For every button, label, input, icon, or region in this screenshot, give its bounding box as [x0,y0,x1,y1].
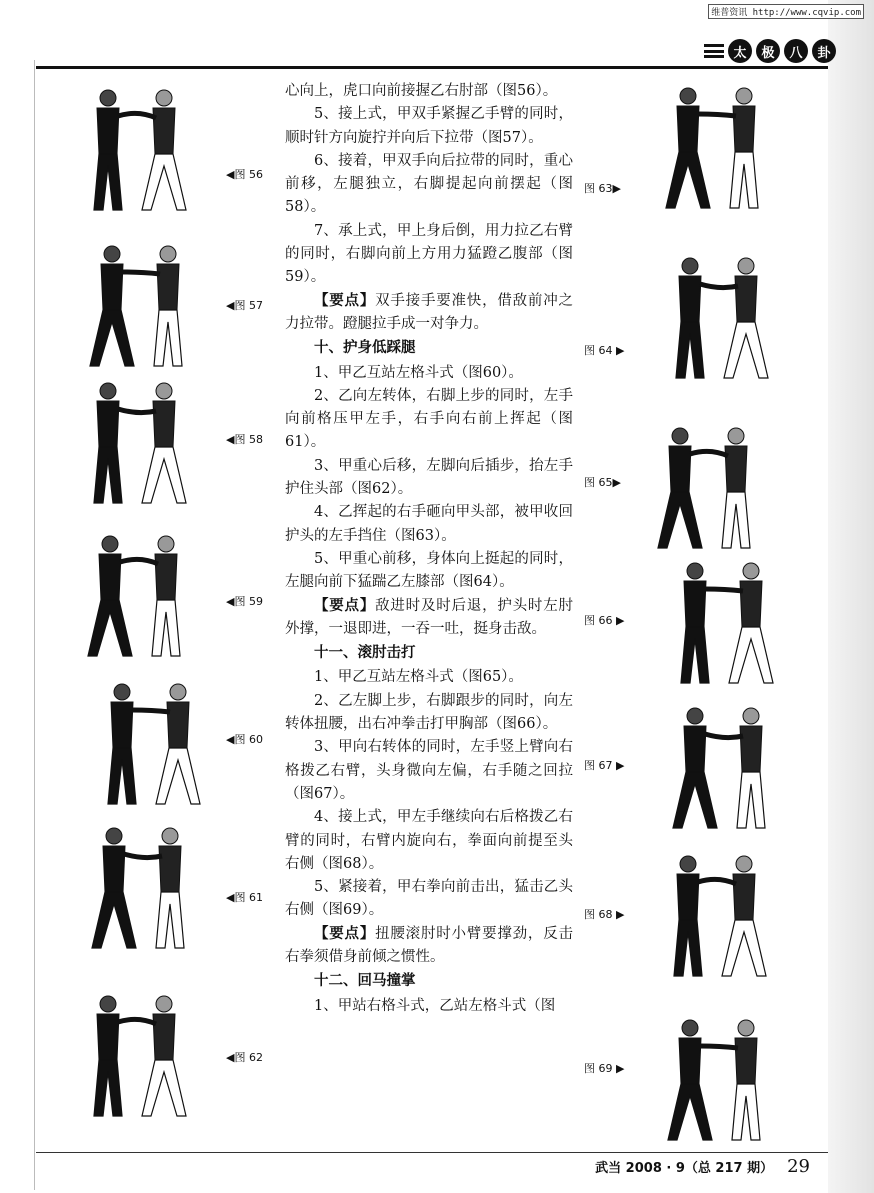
figure-caption: 图 63▶ [584,182,621,195]
person-legs [666,152,710,208]
person-torso [157,264,179,310]
arm-contact [698,114,736,116]
person-torso [97,401,119,447]
figure-illustration [82,676,222,811]
figure-caption: 图 65▶ [584,476,621,489]
paragraph: 7、承上式，甲上身后倒，用力拉乙右臂的同时，右脚向前上方用力猛蹬乙腹部（图59）。 [285,222,573,286]
footer-rule [36,1152,828,1153]
person-torso [669,446,691,492]
figure-illustration [650,250,790,385]
paragraph: 1、甲乙互站左格斗式（图65）。 [314,669,523,686]
person-torso [97,1014,119,1060]
key-point-text: 扭腰滚肘时小臂要撑劲，反击右拳须借身前倾之惯性。 [285,925,573,965]
logo-char: 极 [756,39,780,63]
person-head [106,828,122,844]
person-head [687,563,703,579]
figure-photo-66 [655,555,795,690]
person-torso [735,276,757,322]
figure-caption: ◀图 60 [226,733,263,746]
page-footer [595,1156,810,1177]
person-head [682,258,698,274]
person-legs [142,447,186,503]
person-legs [154,310,182,366]
figure-caption: 图 68 ▶ [584,908,625,921]
figure-caption: ◀图 58 [226,433,263,446]
person-torso [153,1014,175,1060]
figure-illustration [68,988,208,1123]
key-point-label: 【要点】 [314,925,376,942]
person-torso [167,702,189,748]
person-torso [111,702,133,748]
arm-contact [118,409,156,413]
person-head [743,708,759,724]
person-legs [722,920,766,976]
figure-caption: 图 67 ▶ [584,759,625,772]
person-torso [101,264,123,310]
figure-illustration [70,528,210,663]
person-legs [94,154,122,210]
key-point [285,923,573,970]
person-legs [152,600,180,656]
key-point [285,290,573,337]
person-torso [153,108,175,154]
person-head [736,88,752,104]
person-head [104,246,120,262]
figure-photo-61 [74,820,214,955]
person-head [100,90,116,106]
figure-caption: ◀图 57 [226,299,263,312]
person-legs [108,748,136,804]
arm-contact [705,734,743,738]
figure-photo-60 [82,676,222,811]
person-legs [674,920,702,976]
person-head [680,88,696,104]
key-point-text: 敌进时及时后退，护头时左肘外撑，一退即进，一吞一吐，挺身击敌。 [285,597,573,637]
person-torso [677,106,699,152]
arm-contact [124,854,162,858]
figure-caption: ◀图 62 [226,1051,263,1064]
arm-contact [120,559,158,564]
person-legs [90,310,134,366]
person-torso [740,581,762,627]
person-torso [679,276,701,322]
key-point [285,595,573,642]
figure-illustration [68,82,208,217]
person-torso [733,874,755,920]
person-head [156,90,172,106]
person-head [156,996,172,1012]
paragraph: 5、紧接着，甲右拳向前击出，猛击乙头右侧（图69）。 [285,879,573,919]
person-legs [92,892,136,948]
figure-photo-58 [68,375,208,510]
figure-caption: ◀图 59 [226,595,263,608]
figure-illustration [640,420,780,555]
key-point-label: 【要点】 [314,292,376,309]
person-torso [733,106,755,152]
person-head [100,383,116,399]
logo-bars-icon [704,44,724,58]
figure-photo-57 [72,238,212,373]
person-legs [142,1060,186,1116]
person-head [672,428,688,444]
paragraph: 5、甲重心前移，身体向上挺起的同时，左腿向前下猛踹乙左膝部（图64）。 [285,550,573,591]
person-torso [684,726,706,772]
paragraph: 2、乙向左转体，右脚上步的同时，左手向前格压甲左手，右手向右前上挥起（图61）。 [285,387,573,451]
person-torso [735,1038,757,1084]
figure-illustration [655,700,795,835]
person-head [680,856,696,872]
paragraph: 3、甲向右转体的同时，左手竖上臂向右格拨乙右臂，头身微向左偏，右手随之回拉（图67）。 [285,739,573,802]
person-torso [679,1038,701,1084]
figure-photo-67 [655,700,795,835]
person-head [738,258,754,274]
figure-illustration [650,1012,790,1147]
figure-photo-56 [68,82,208,217]
person-torso [740,726,762,772]
person-torso [159,846,181,892]
person-legs [156,748,200,804]
arm-contact [118,1019,156,1024]
left-margin-rule [34,60,35,1190]
figure-illustration [68,375,208,510]
person-torso [677,874,699,920]
person-legs [668,1084,712,1140]
section-heading: 十、护身低踩腿 [314,340,416,357]
arm-contact [700,1046,738,1048]
person-head [158,536,174,552]
person-legs [658,492,702,548]
page-edge-shadow [828,0,874,1193]
person-legs [737,772,765,828]
person-legs [732,1084,760,1140]
person-torso [153,401,175,447]
person-head [100,996,116,1012]
person-legs [142,154,186,210]
paragraph: 心向上，虎口向前接握乙右肘部（图56）。 [285,83,558,99]
figure-illustration [655,555,795,690]
person-head [162,828,178,844]
paragraph: 2、乙左脚上步，右脚跟步的同时，向左转体扭腰，出右冲拳击打甲胸部（图66）。 [285,692,573,733]
arm-contact [122,272,160,274]
logo-char: 太 [728,39,752,63]
figure-illustration [648,80,788,215]
section-heading: 十二、回马撞掌 [314,973,416,990]
person-head [736,856,752,872]
figure-photo-63 [648,80,788,215]
arm-contact [698,879,736,884]
person-legs [673,772,717,828]
figure-photo-59 [70,528,210,663]
arm-contact [118,113,156,118]
header-rule [36,66,828,69]
figure-illustration [648,848,788,983]
person-legs [729,627,773,683]
person-head [743,563,759,579]
person-legs [722,492,750,548]
person-torso [103,846,125,892]
article-text [285,80,573,1018]
figure-caption: ◀图 56 [226,168,263,181]
figure-caption: 图 66 ▶ [584,614,625,627]
person-legs [94,447,122,503]
person-torso [684,581,706,627]
person-head [160,246,176,262]
person-legs [681,627,709,683]
figure-illustration [72,238,212,373]
person-legs [94,1060,122,1116]
paragraph: 1、甲站右格斗式，乙站左格斗式（图 [314,997,556,1014]
figure-photo-64 [650,250,790,385]
figure-photo-68 [648,848,788,983]
person-head [682,1020,698,1036]
journal-issue: 武当 2008 · 9（总 217 期） [595,1161,774,1176]
figure-illustration [74,820,214,955]
figure-caption: 图 69 ▶ [584,1062,625,1075]
person-head [156,383,172,399]
arm-contact [705,589,743,591]
paragraph: 4、接上式，甲左手继续向右后格拨乙右臂的同时，右臂内旋向右，拳面向前提至头右侧（图68）。 [285,809,573,872]
person-head [170,684,186,700]
person-head [728,428,744,444]
figure-caption: ◀图 61 [226,891,263,904]
paragraph: 4、乙挥起的右手砸向甲头部，被甲收回护头的左手挡住（图63）。 [285,504,573,544]
person-torso [725,446,747,492]
paragraph: 3、甲重心后移，左脚向后插步，抬左手护住头部（图62）。 [285,457,573,498]
figure-photo-62 [68,988,208,1123]
paragraph: 6、接着，甲双手向后拉带的同时，重心前移，左腿独立，右脚提起向前摆起（图58）。 [285,152,573,216]
person-torso [99,554,121,600]
figure-caption: 图 64 ▶ [584,344,625,357]
person-legs [724,322,768,378]
person-legs [676,322,704,378]
paragraph: 5、接上式，甲双手紧握乙手臂的同时，顺时针方向旋拧并向后下拉带（图57）。 [285,106,573,146]
key-point-text: 双手接手要准快，借敌前冲之力拉带。蹬腿拉手成一对争力。 [285,292,573,332]
watermark: 维普资讯 http://www.cqvip.com [708,4,864,19]
person-legs [156,892,184,948]
arm-contact [690,451,728,456]
person-torso [97,108,119,154]
page-number: 29 [787,1156,810,1177]
section-heading: 十一、滚肘击打 [314,645,416,662]
figure-photo-65 [640,420,780,555]
logo-char: 八 [784,39,808,63]
arm-contact [700,284,738,288]
header-logo [704,38,836,64]
person-head [738,1020,754,1036]
person-torso [155,554,177,600]
person-head [102,536,118,552]
paragraph: 1、甲乙互站左格斗式（图60）。 [314,364,523,381]
person-legs [730,152,758,208]
arm-contact [132,710,170,712]
figure-photo-69 [650,1012,790,1147]
person-head [687,708,703,724]
person-legs [88,600,132,656]
person-head [114,684,130,700]
logo-char: 卦 [812,39,836,63]
key-point-label: 【要点】 [314,597,376,614]
